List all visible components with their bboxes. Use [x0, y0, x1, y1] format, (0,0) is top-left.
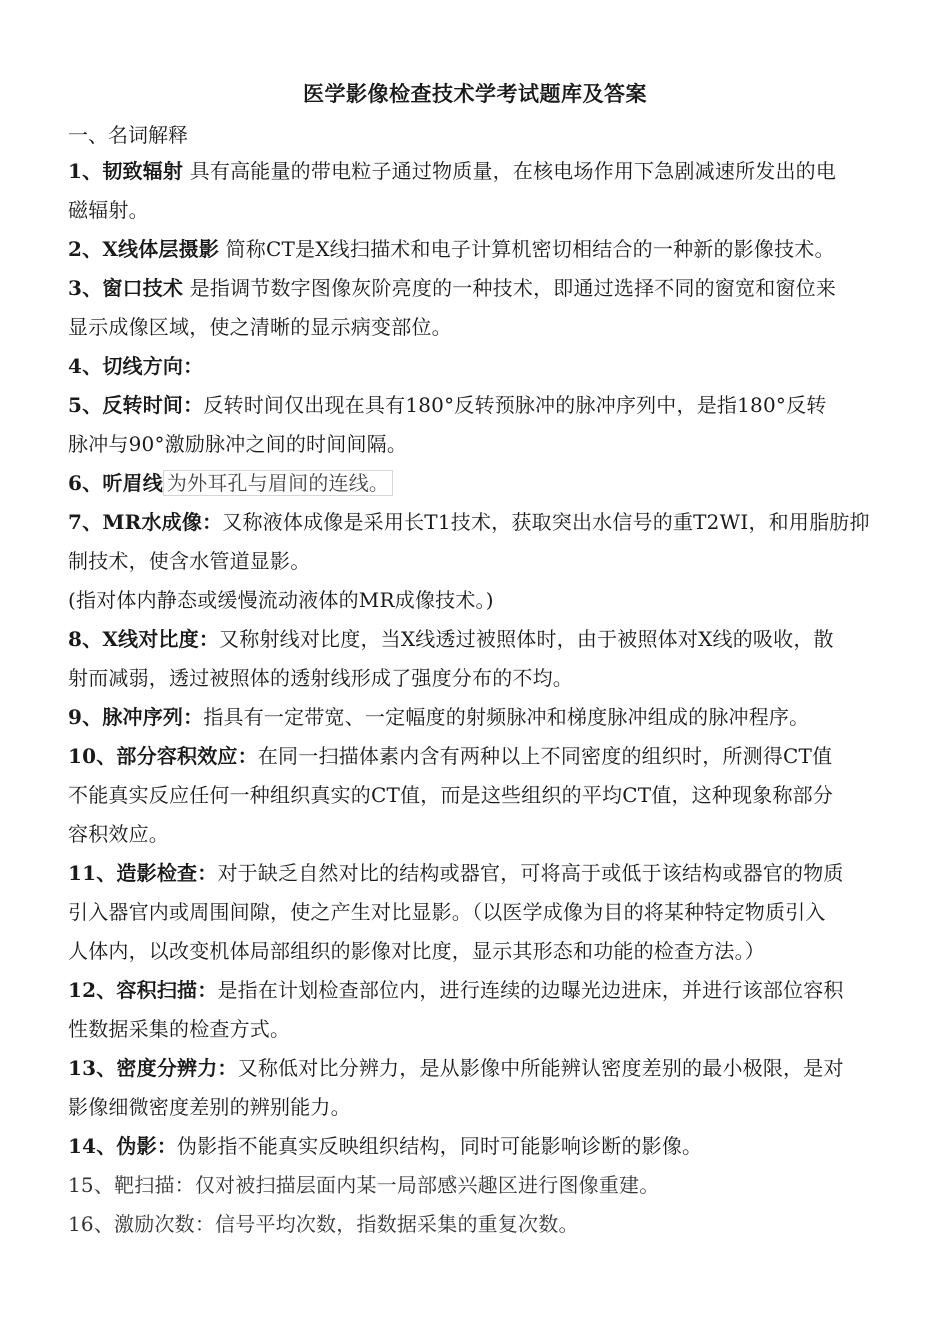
- entry-definition: 对于缺乏自然对比的结构或器官，可将高于或低于该结构或器官的物质: [217, 861, 844, 885]
- entry-definition: 磁辐射。: [68, 198, 149, 222]
- entry-term: 14、伪影：: [68, 1134, 178, 1158]
- entry-definition: 显示成像区域，使之清晰的显示病变部位。: [68, 315, 452, 339]
- entry-definition: 指具有一定带宽、一定幅度的射频脉冲和梯度脉冲组成的脉冲程序。: [203, 705, 810, 729]
- entry-line: [68, 854, 928, 893]
- entry-term: 7、MR水成像：: [68, 510, 223, 534]
- entry-line: [68, 386, 928, 425]
- entry-term: 1、韧致辐射: [68, 159, 184, 183]
- glossary-entry: [68, 152, 928, 230]
- glossary-entry: [68, 230, 928, 269]
- entry-line: [68, 1010, 928, 1049]
- entry-line: [68, 1127, 928, 1166]
- entry-definition: 射而减弱，透过被照体的透射线形成了强度分布的不均。: [68, 666, 573, 690]
- entry-definition: 反转时间仅出现在具有180°反转预脉冲的脉冲序列中，是指180°反转: [203, 393, 827, 417]
- glossary-entry: [68, 269, 928, 347]
- entry-line: [68, 815, 928, 854]
- glossary-entry: [68, 698, 928, 737]
- entry-line: [68, 464, 928, 503]
- entry-line: [68, 971, 928, 1010]
- entry-line: [68, 191, 928, 230]
- entry-definition: 是指调节数字图像灰阶亮度的一种技术，即通过选择不同的窗宽和窗位来: [183, 276, 837, 300]
- entry-line: [68, 152, 928, 191]
- entry-definition: 容积效应。: [68, 822, 169, 846]
- entry-term: 8、X线对比度：: [68, 627, 220, 651]
- entry-definition: 简称CT是X线扫描术和电子计算机密切相结合的一种新的影像技术。: [219, 237, 835, 261]
- entry-definition: 又称射线对比度，当X线透过被照体时，由于被照体对X线的吸收，散: [219, 627, 834, 651]
- entry-definition: 16、激励次数：信号平均次数，指数据采集的重复次数。: [68, 1212, 579, 1236]
- section-heading: 一、名词解释: [68, 123, 188, 147]
- entry-line: [68, 1166, 928, 1205]
- entry-term: 9、脉冲序列：: [68, 705, 204, 729]
- glossary-entry: [68, 737, 928, 854]
- entry-line: [68, 698, 928, 737]
- entry-term: 12、容积扫描：: [68, 978, 218, 1002]
- glossary-entry: [68, 386, 928, 464]
- entry-line: [68, 425, 928, 464]
- entry-definition: 为外耳孔与眉间的连线。: [163, 470, 393, 496]
- glossary-entry: [68, 1127, 928, 1166]
- glossary-entry: [68, 347, 928, 386]
- glossary-list: [68, 152, 928, 1244]
- entry-definition: (指对体内静态或缓慢流动液体的MR成像技术。): [68, 588, 494, 612]
- entry-line: [68, 1049, 928, 1088]
- entry-line: [68, 542, 928, 581]
- entry-definition: 15、靶扫描：仅对被扫描层面内某一局部感兴趣区进行图像重建。: [68, 1173, 660, 1197]
- entry-definition: 性数据采集的检查方式。: [68, 1017, 291, 1041]
- glossary-entry: [68, 854, 928, 971]
- glossary-entry: [68, 1166, 928, 1205]
- entry-term: 6、听眉线: [68, 471, 163, 495]
- entry-line: [68, 932, 928, 971]
- entry-definition: 是指在计划检查部位内，进行连续的边曝光边进床，并进行该部位容积: [217, 978, 844, 1002]
- entry-line: [68, 308, 928, 347]
- entry-line: [68, 659, 928, 698]
- entry-line: [68, 581, 928, 620]
- entry-definition: 人体内，以改变机体局部组织的影像对比度，显示其形态和功能的检查方法。）: [68, 939, 765, 963]
- entry-term: 10、部分容积效应：: [68, 744, 258, 768]
- entry-line: [68, 1088, 928, 1127]
- glossary-entry: [68, 1049, 928, 1127]
- glossary-entry: [68, 620, 928, 698]
- glossary-entry: [68, 503, 928, 620]
- entry-definition: 影像细微密度差别的辨别能力。: [68, 1095, 351, 1119]
- entry-definition: 又称液体成像是采用长T1技术，获取突出水信号的重T2WI，和用脂肪抑: [222, 510, 870, 534]
- entry-definition: 不能真实反应任何一种组织真实的CT值，而是这些组织的平均CT值，这种现象称部分: [68, 783, 834, 807]
- entry-term: 4、切线方向：: [68, 354, 204, 378]
- entry-line: [68, 737, 928, 776]
- entry-definition: 脉冲与90°激励脉冲之间的时间间隔。: [68, 432, 408, 456]
- entry-line: [68, 776, 928, 815]
- entry-definition: 制技术，使含水管道显影。: [68, 549, 311, 573]
- entry-definition: 具有高能量的带电粒子通过物质量，在核电场作用下急剧减速所发出的电: [183, 159, 837, 183]
- entry-definition: 又称低对比分辨力，是从影像中所能辨认密度差别的最小极限，是对: [237, 1056, 844, 1080]
- entry-line: [68, 893, 928, 932]
- entry-line: [68, 230, 928, 269]
- glossary-entry: [68, 971, 928, 1049]
- glossary-entry: [68, 1205, 928, 1244]
- entry-term: 3、窗口技术: [68, 276, 184, 300]
- document-title: 医学影像检查技术学考试题库及答案: [303, 81, 647, 106]
- entry-term: 2、X线体层摄影: [68, 237, 220, 261]
- entry-term: 13、密度分辨力：: [68, 1056, 238, 1080]
- entry-line: [68, 1205, 928, 1244]
- entry-line: [68, 347, 928, 386]
- entry-definition: 伪影指不能真实反映组织结构，同时可能影响诊断的影像。: [177, 1134, 703, 1158]
- entry-definition: 引入器官内或周围间隙，使之产生对比显影。（以医学成像为目的将某种特定物质引入: [68, 900, 826, 924]
- entry-line: [68, 620, 928, 659]
- entry-line: [68, 503, 928, 542]
- entry-definition: 在同一扫描体素内含有两种以上不同密度的组织时，所测得CT值: [257, 744, 833, 768]
- glossary-entry: [68, 464, 928, 503]
- entry-term: 11、造影检查：: [68, 861, 218, 885]
- entry-term: 5、反转时间：: [68, 393, 204, 417]
- entry-line: [68, 269, 928, 308]
